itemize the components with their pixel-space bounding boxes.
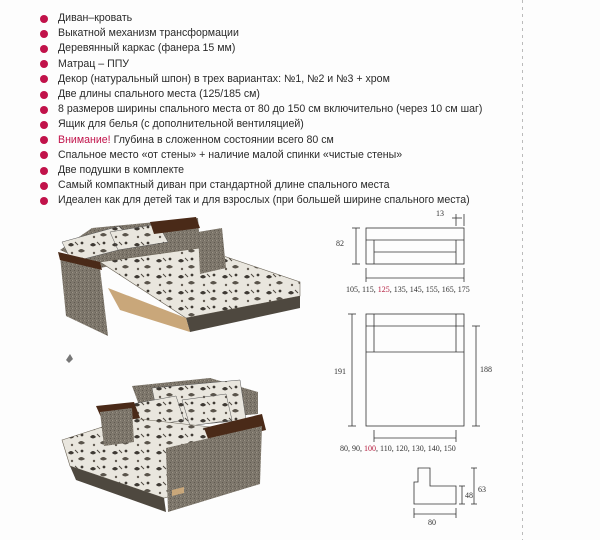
feature-item: Две подушки в комплекте bbox=[38, 163, 482, 178]
feature-item: Матрац – ППУ bbox=[38, 57, 482, 72]
top-view-drawing bbox=[352, 214, 464, 282]
cushion bbox=[182, 394, 232, 426]
side-view-height-label: 63 bbox=[478, 485, 486, 494]
feature-item: Деревянный каркас (фанера 15 мм) bbox=[38, 41, 482, 56]
side-view-seat-label: 48 bbox=[465, 491, 473, 500]
sofa-bed-unfolded-photo bbox=[58, 217, 300, 363]
sofa-folded-photo bbox=[62, 378, 266, 512]
warning-label: Внимание! bbox=[58, 133, 111, 146]
left-armrest bbox=[100, 408, 134, 446]
photo-mark bbox=[66, 354, 73, 363]
feature-item: Диван–кровать bbox=[38, 11, 482, 26]
sofa-outline bbox=[366, 228, 464, 264]
right-armrest bbox=[198, 228, 226, 274]
plan-view-length-right: 188 bbox=[480, 365, 492, 374]
feature-item-warning: Внимание! Глубина в сложенном состоянии всего 80 см bbox=[38, 133, 482, 148]
top-view-height-label: 82 bbox=[336, 239, 344, 248]
top-view-widths: 105, 115, 125, 135, 145, 155, 165, 175 bbox=[346, 285, 470, 294]
feature-item: Идеален как для детей так и для взрослых (при большей ширине спального места) bbox=[38, 193, 482, 208]
plan-view-widths: 80, 90, 100, 110, 120, 130, 140, 150 bbox=[340, 444, 456, 453]
feature-item: Ящик для белья (с дополнительной вентиляцией) bbox=[38, 117, 482, 132]
feature-item: Декор (натуральный шпон) в трех вариантах: №1, №2 и №3 + хром bbox=[38, 72, 482, 87]
side-view-depth-label: 80 bbox=[428, 518, 436, 527]
feature-item: Выкатной механизм трансформации bbox=[38, 26, 482, 41]
plan-view-drawing bbox=[348, 314, 480, 442]
top-view-arm-label: 13 bbox=[436, 209, 444, 218]
plan-view-length-left: 191 bbox=[334, 367, 346, 376]
feature-item: Спальное место «от стены» + наличие малой спинки «чистые стены» bbox=[38, 148, 482, 163]
feature-item: 8 размеров ширины спального места от 80 до 150 см включительно (через 10 см шаг) bbox=[38, 102, 482, 117]
side-profile bbox=[414, 468, 456, 504]
feature-item: Две длины спального места (125/185 см) bbox=[38, 87, 482, 102]
feature-item: Самый компактный диван при стандартной длине спального места bbox=[38, 178, 482, 193]
bed-outline bbox=[366, 314, 464, 426]
